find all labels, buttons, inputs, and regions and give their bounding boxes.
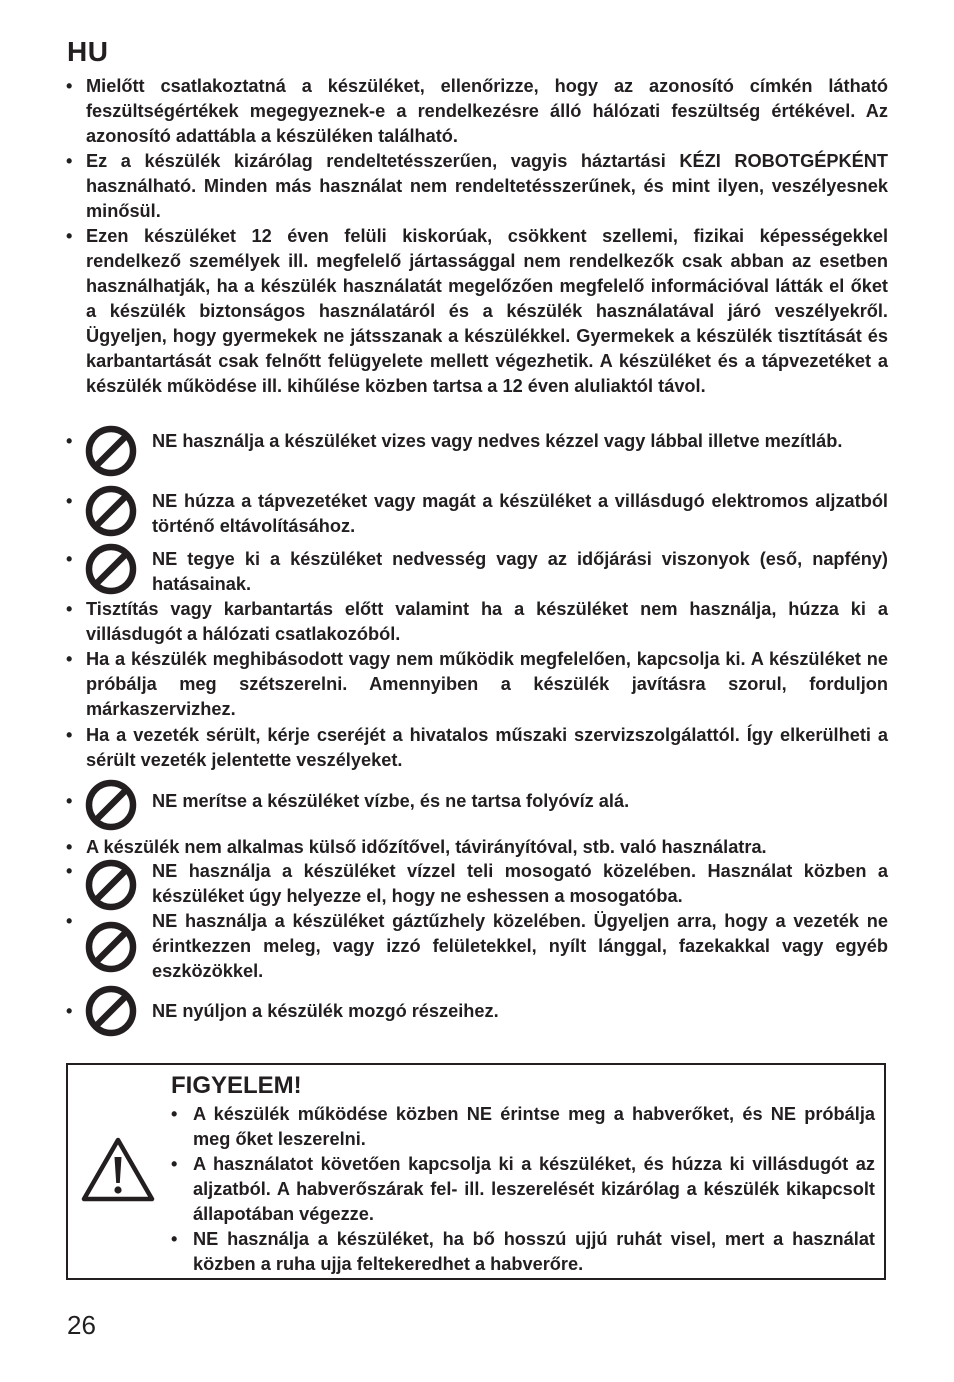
list-item-text: A készülék nem alkalmas külső időzítővel, távirányítóval, stb. való használatra. xyxy=(86,837,767,857)
bullet: • xyxy=(66,599,73,619)
list-item-text: NE használja a készüléket vizes vagy nedves kézzel vagy lábbal illetve mezítláb. xyxy=(152,431,843,451)
warning-item xyxy=(171,1102,875,1152)
list-item xyxy=(66,547,888,597)
warning-item xyxy=(171,1227,875,1277)
bullet: • xyxy=(66,1001,73,1021)
prohibition-icon xyxy=(85,859,137,911)
bullet: • xyxy=(66,837,73,857)
bullet: • xyxy=(171,1154,178,1174)
list-item xyxy=(66,835,888,860)
bullet: • xyxy=(171,1229,178,1249)
bullet: • xyxy=(66,861,73,881)
bullet: • xyxy=(66,549,73,569)
list-item-text: NE merítse a készüléket vízbe, és ne tartsa folyóvíz alá. xyxy=(152,791,630,811)
bullet: • xyxy=(66,725,73,745)
list-item-text: Tisztítás vagy karbantartás előtt valamint ha a készüléket nem használja, húzza ki a villásdugót a hálózati csatlakozóból. xyxy=(86,599,888,644)
page-number: 26 xyxy=(67,1310,96,1340)
bullet: • xyxy=(66,911,73,931)
prohibition-icon xyxy=(85,425,137,477)
list-item xyxy=(66,789,888,814)
bullet: • xyxy=(66,431,73,451)
list-item xyxy=(66,489,888,539)
bullet: • xyxy=(66,76,73,96)
warning-item-text: NE használja a készüléket, ha bő hosszú ujjú ruhát visel, mert a használat közben a ruha ujja feltekeredhet a habverőre. xyxy=(193,1229,875,1274)
prohibition-icon xyxy=(85,543,137,595)
list-item xyxy=(66,647,888,722)
list-item xyxy=(66,224,888,399)
prohibition-icon xyxy=(85,485,137,537)
list-item-text: NE húzza a tápvezetéket vagy magát a készüléket a villásdugó elektromos aljzatból történő eltávolításához. xyxy=(152,491,888,536)
bullet: • xyxy=(66,151,73,171)
list-item-text: Ez a készülék kizárólag rendeltetésszerűen, vagyis háztartási KÉZI ROBOTGÉPKÉNT használható. Minden más használat nem rendeltetésszerűnek, és mint ilyen, veszélyesnek minősül. xyxy=(86,151,888,221)
warning-item-text: A használatot követően kapcsolja ki a készüléket, és húzza ki villásdugót az aljzatból. A habverőszárak fel- ill. leszerelését kizárólag a készülék kikapcsolt állapotában végezze. xyxy=(193,1154,875,1224)
bullet: • xyxy=(171,1104,178,1124)
warning-item-text: A készülék működése közben NE érintse meg a habverőket, és NE próbálja meg őket leszerelni. xyxy=(193,1104,875,1149)
list-item-text: NE tegye ki a készüléket nedvesség vagy az időjárási viszonyok (eső, napfény) hatásainak. xyxy=(152,549,888,594)
list-item xyxy=(66,723,888,773)
list-item xyxy=(66,859,888,909)
list-item xyxy=(66,999,888,1024)
warning-title: FIGYELEM! xyxy=(171,1072,302,1099)
bullet: • xyxy=(66,649,73,669)
list-item-text: NE nyúljon a készülék mozgó részeihez. xyxy=(152,1001,499,1021)
warning-item xyxy=(171,1152,875,1227)
list-item xyxy=(66,74,888,149)
prohibition-icon xyxy=(85,985,137,1037)
list-item xyxy=(66,909,888,984)
prohibition-icon xyxy=(85,779,137,831)
list-item xyxy=(66,597,888,647)
language-heading: HU xyxy=(67,36,109,67)
list-item xyxy=(66,429,888,454)
bullet: • xyxy=(66,491,73,511)
warning-box xyxy=(66,1063,886,1280)
bullet: • xyxy=(66,226,73,246)
bullet: • xyxy=(66,791,73,811)
list-item-text: NE használja a készüléket gáztűzhely közelében. Ügyeljen arra, hogy a vezeték ne érintkezzen meleg, vagy izzó felületekkel, nyílt lánggal, fazekakkal vagy egyéb eszközökkel. xyxy=(152,911,888,981)
warning-triangle-icon xyxy=(80,1135,156,1203)
prohibition-icon xyxy=(85,921,137,973)
list-item-text: NE használja a készüléket vízzel teli mosogató közelében. Használat közben a készüléket úgy helyezze el, hogy ne eshessen a mosogatóba. xyxy=(152,861,888,906)
list-item-text: Ezen készüléket 12 éven felüli kiskorúak, csökkent szellemi, fizikai képességekkel rendelkező személyek ill. megfelelő jártassággal nem rendelkezők csak abban az esetben használhatják, ha a készülék használatát megelőzően megfelelő információval látták el őket a készülék biztonságos használatáról és a készülék használatával járó veszélyekről. Ügyeljen, hogy gyermekek ne játsszanak a készülékkel. Gyermekek a készülék tisztítását és karbantartását csak felnőtt felügyelete mellett végezhetik. A készüléket és a tápvezetéket a készülék működése ill. kihűlése közben tartsa a 12 éven aluliaktól távol. xyxy=(86,226,888,396)
list-item-text: Mielőtt csatlakoztatná a készüléket, ellenőrizze, hogy az azonosító címkén látható feszültségértékek megegyeznek-e a rendelkezésre álló hálózati feszültség értékével. Az azonosító adattábla a készüléken található. xyxy=(86,76,888,146)
list-item-text: Ha a készülék meghibásodott vagy nem működik megfelelően, kapcsolja ki. A készüléket ne próbálja meg szétszerelni. Amennyiben a készülék javításra szorul, forduljon márkaszervizhez. xyxy=(86,649,888,719)
list-item-text: Ha a vezeték sérült, kérje cseréjét a hivatalos műszaki szervizszolgálattól. Így elkerülheti a sérült vezeték jelentette veszélyeket. xyxy=(86,725,888,770)
list-item xyxy=(66,149,888,224)
